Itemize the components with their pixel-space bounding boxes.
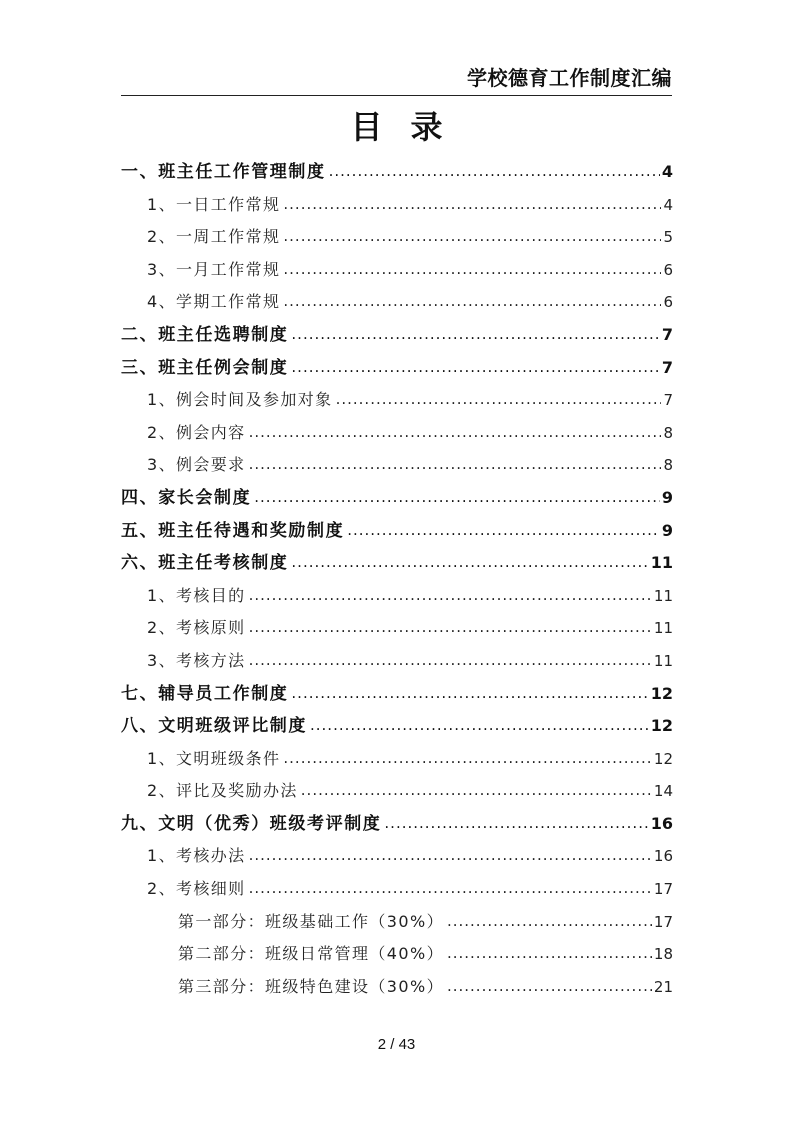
toc-entry-label: 2、评比及奖励办法 [147,781,298,801]
toc-entry-page-number: 7 [663,391,673,410]
toc-leader-dots [283,285,661,318]
toc-entry-label: 2、考核细则 [147,879,246,899]
toc-entry[interactable] [121,156,673,189]
toc-entry-page-number: 6 [663,260,673,279]
toc-leader-dots [283,188,661,221]
toc-entry-page-number: 12 [650,683,673,703]
toc-entry[interactable] [121,286,673,319]
toc-leader-dots [347,514,660,547]
toc-entry-label: 3、考核方法 [147,650,246,670]
toc-entry[interactable] [121,906,673,939]
toc-entry-page-number: 14 [653,782,673,801]
toc-entry-page-number: 11 [653,619,673,638]
toc-entry-label: 六、班主任考核制度 [121,553,289,574]
toc-entry[interactable] [121,710,673,743]
toc-entry-label: 三、班主任例会制度 [121,357,289,378]
toc-entry-label: 1、考核目的 [147,585,246,605]
toc-entry[interactable] [121,580,673,613]
page-number: 2 / 43 [377,1036,416,1053]
toc-entry-label: 3、例会要求 [147,455,246,475]
toc-entry[interactable] [121,873,673,906]
toc-entry-label: 1、考核办法 [147,846,246,866]
toc-entry[interactable] [121,384,673,417]
toc-entry-label: 2、一周工作常规 [147,227,281,247]
toc-entry-page-number: 12 [653,749,673,768]
toc-entry-page-number: 11 [653,586,673,605]
toc-entry[interactable] [121,319,673,352]
toc-entry-label: 3、一月工作常规 [147,259,281,279]
toc-entry[interactable] [121,515,673,548]
toc-entry[interactable] [121,547,673,580]
toc-entry-label: 四、家长会制度 [121,487,252,508]
toc-entry[interactable] [121,352,673,385]
toc-entry-page-number: 5 [663,228,673,247]
toc-entry-label: 第三部分：班级特色建设（30%） [178,976,444,996]
toc-entry-label: 4、学期工作常规 [147,292,281,312]
toc-entry-label: 1、文明班级条件 [147,748,281,768]
toc-leader-dots [301,774,652,807]
toc-entry[interactable] [121,938,673,971]
toc-entry-page-number: 8 [663,423,673,442]
toc-leader-dots [283,220,661,253]
toc-entry-page-number: 4 [661,162,673,181]
toc-entry[interactable] [121,743,673,776]
toc-entry-page-number: 4 [663,195,673,214]
toc-entry-page-number: 11 [650,553,673,573]
toc-leader-dots [249,448,662,481]
toc-leader-dots [249,839,652,872]
toc-leader-dots [249,416,662,449]
toc-entry[interactable] [121,971,673,1004]
toc-leader-dots [291,677,648,710]
toc-entry-label: 二、班主任选聘制度 [121,324,289,345]
toc-entry[interactable] [121,449,673,482]
toc-entry-page-number: 16 [653,847,673,866]
toc-entry-label: 九、文明（优秀）班级考评制度 [121,813,382,834]
toc-entry[interactable] [121,189,673,222]
toc-entry-label: 2、例会内容 [147,422,246,442]
toc-entry[interactable] [121,775,673,808]
toc-entry-page-number: 21 [653,977,673,996]
toc-entry-label: 七、辅导员工作制度 [121,683,289,704]
toc-entry[interactable] [121,840,673,873]
toc-leader-dots [283,742,652,775]
toc-entry-page-number: 8 [663,456,673,475]
toc-leader-dots [447,937,652,970]
toc-entry-label: 第二部分：班级日常管理（40%） [178,944,444,964]
toc-leader-dots [291,546,648,579]
toc-leader-dots [291,318,659,351]
toc-entry-page-number: 7 [661,357,673,377]
toc-entry-page-number: 6 [663,293,673,312]
toc-entry-label: 一、班主任工作管理制度 [121,162,326,182]
toc-entry[interactable] [121,482,673,515]
toc-entry-label: 五、班主任待遇和奖励制度 [121,520,345,541]
toc-title: 目录 [350,108,471,146]
toc-entry[interactable] [121,254,673,287]
toc-entry-label: 1、例会时间及参加对象 [147,390,333,410]
toc-entry-page-number: 17 [653,880,673,899]
toc-leader-dots [329,155,660,188]
header-divider [121,95,672,96]
toc-entry-page-number: 18 [653,945,673,964]
toc-leader-dots [291,351,659,384]
toc-leader-dots [254,481,660,514]
document-header-title: 学校德育工作制度汇编 [467,66,672,90]
toc-entry[interactable] [121,417,673,450]
toc-entry[interactable] [121,645,673,678]
toc-entry-page-number: 9 [661,520,673,540]
toc-leader-dots [384,807,648,840]
toc-entry-label: 1、一日工作常规 [147,194,281,214]
toc-entry-page-number: 16 [650,813,673,833]
toc-leader-dots [283,253,661,286]
toc-leader-dots [336,383,662,416]
toc-entry-label: 2、考核原则 [147,618,246,638]
toc-entry[interactable] [121,808,673,841]
toc-leader-dots [310,709,649,742]
toc-leader-dots [249,644,652,677]
toc-entry-page-number: 9 [661,487,673,507]
toc-entry-label: 第一部分：班级基础工作（30%） [178,911,444,931]
toc-leader-dots [249,611,652,644]
toc-leader-dots [249,872,652,905]
toc-entry[interactable] [121,678,673,711]
toc-leader-dots [249,579,652,612]
toc-leader-dots [447,905,652,938]
toc-entry-page-number: 11 [653,651,673,670]
toc-entry-page-number: 7 [661,324,673,344]
table-of-contents [121,156,673,1003]
toc-entry-page-number: 17 [653,912,673,931]
toc-entry-label: 八、文明班级评比制度 [121,716,307,737]
toc-leader-dots [447,970,652,1003]
toc-entry[interactable] [121,612,673,645]
toc-entry-page-number: 12 [650,716,673,736]
toc-entry[interactable] [121,221,673,254]
